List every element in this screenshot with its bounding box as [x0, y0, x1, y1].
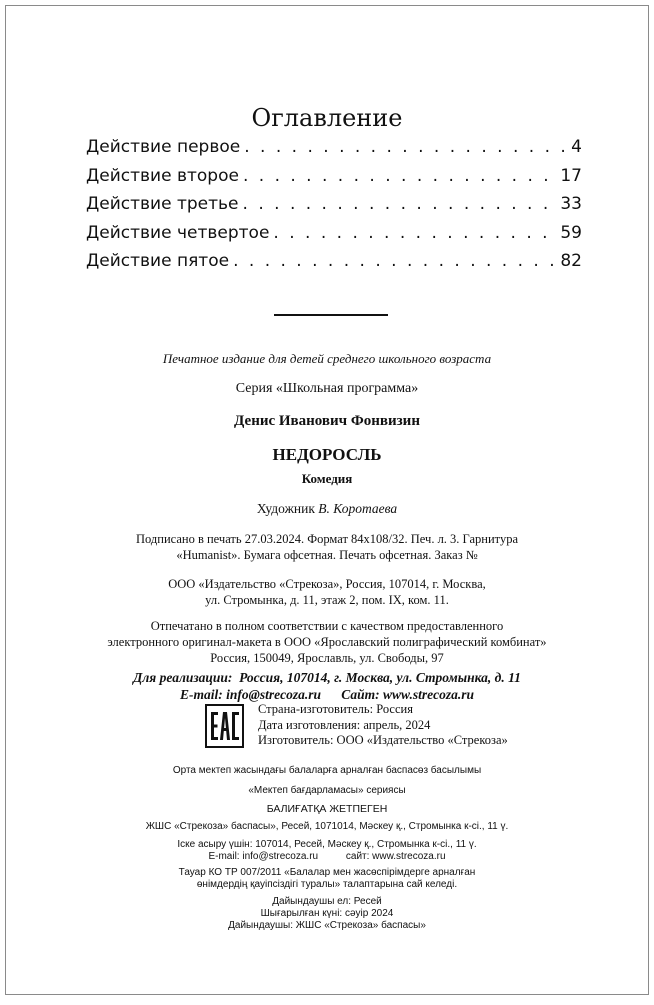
kz-audience-note: Орта мектеп жасындағы балаларға арналған баспасөз басылымы [172, 765, 482, 776]
printing-house-line: Россия, 150049, Ярославль, ул. Свободы, 97 [210, 651, 444, 665]
kz-manufacturer: Дайындаушы: ЖШС «Стрекоза» баспасы» [228, 920, 426, 931]
publisher-address-line: ул. Стромынка, д. 11, этаж 2, пом. IX, ком. 11. [205, 593, 449, 607]
toc-entry [86, 251, 582, 280]
toc-title: Оглавление [251, 104, 403, 133]
book-title: НЕДОРОСЛЬ [272, 445, 382, 464]
table-of-contents [86, 137, 582, 280]
kz-date: Шығарылған күні: сәуір 2024 [260, 908, 394, 919]
toc-entry-page: 82 [560, 251, 582, 271]
dot-leader [273, 223, 556, 243]
manufacture-date: Дата изготовления: апрель, 2024 [258, 717, 431, 732]
dot-leader [243, 166, 556, 186]
toc-entry-label: Действие четвертое [86, 222, 270, 243]
audience-note: Печатное издание для детей среднего школьного возраста [162, 351, 492, 366]
illustrator-credit [6, 501, 648, 517]
eac-mark-icon [205, 704, 244, 748]
country-of-origin: Страна-изготовитель: Россия [258, 702, 413, 716]
printing-house-line: электронного оригинал-макета в ООО «Ярославский полиграфический комбинат» [107, 635, 547, 649]
publisher-address-line: ООО «Издательство «Стрекоза», Россия, 107014, г. Москва, [168, 577, 486, 591]
kz-age-mark: БАЛИҒАТҚА ЖЕТПЕГЕН [266, 803, 388, 815]
toc-entry-page: 4 [571, 137, 582, 157]
toc-entry-page: 33 [560, 194, 582, 214]
dot-leader [233, 251, 556, 271]
kz-publisher: ЖШС «Стрекоза» баспасы», Ресей, 1071014, Мәскеу қ., Стромынка к-сі., 11 ү. [145, 821, 509, 832]
print-details-line: Подписано в печать 27.03.2024. Формат 84x108/32. Печ. л. 3. Гарнитура [136, 532, 518, 546]
series-name: Серия «Школьная программа» [235, 381, 419, 396]
dot-leader [243, 194, 557, 214]
toc-entry-label: Действие первое [86, 137, 241, 157]
toc-entry-label: Действие второе [86, 165, 239, 186]
toc-entry-label: Действие пятое [86, 251, 230, 271]
book-page [5, 5, 649, 995]
printing-house-line: Отпечатано в полном соответствии с качеством предоставленного [150, 619, 504, 633]
toc-entry-page: 59 [560, 222, 582, 243]
toc-entry [86, 166, 582, 195]
author-name: Денис Иванович Фонвизин [234, 413, 420, 429]
kz-country: Дайындаушы ел: Ресей [272, 896, 382, 907]
kz-standard-line: Тауар КО ТР 007/2011 «Балалар мен жасөспірімдерге арналған [178, 867, 476, 878]
sales-address: Для реализации: Россия, 107014, г. Москва, ул. Стромынка, д. 11 [133, 670, 521, 685]
sales-contacts: E-mail: info@strecoza.ru Сайт: www.strecoza.ru [180, 687, 474, 702]
toc-entry [86, 223, 582, 252]
toc-entry [86, 137, 582, 166]
manufacturer: Изготовитель: ООО «Издательство «Стрекоза» [258, 733, 508, 747]
toc-entry-page: 17 [560, 165, 582, 186]
kz-standard-line: өнімдердің қауіпсіздігі туралы» талаптарына сай келеді. [196, 879, 458, 890]
kz-contacts-line: E-mail: info@strecoza.ru сайт: www.strecoza.ru [208, 851, 446, 862]
kz-address-line: Іске асыру үшін: 107014, Ресей, Мәскеу қ., Стромынка к-сі., 11 ү. [177, 839, 477, 850]
manufacturer-info [258, 702, 508, 749]
toc-entry [86, 194, 582, 223]
print-details-line: «Humanist». Бумага офсетная. Печать офсетная. Заказ № [176, 548, 478, 562]
toc-entry-label: Действие третье [86, 194, 239, 214]
illustrator-name: В. Коротаева [318, 501, 398, 516]
dot-leader [244, 137, 567, 157]
kz-series-name: «Мектеп бағдарламасы» сериясы [248, 785, 406, 796]
section-divider [274, 314, 388, 316]
book-genre: Комедия [301, 471, 353, 486]
illustrator-prefix: Художник [256, 501, 319, 516]
